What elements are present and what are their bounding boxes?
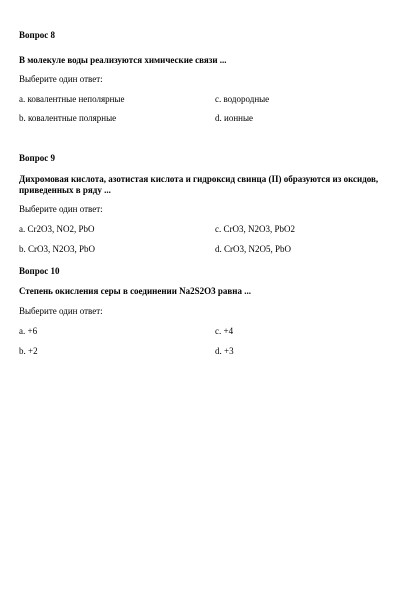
question-title: Вопрос 8 [19,30,55,40]
answer-option-d[interactable]: d. +3 [215,346,234,356]
answer-prompt: Выберите один ответ: [19,74,103,84]
answer-option-c[interactable]: c. водородные [215,94,270,104]
answer-option-c[interactable]: c. CrO3, N2O3, PbO2 [215,224,295,234]
answer-option-b[interactable]: b. CrO3, N2O3, PbO [19,244,96,254]
question-text: В молекуле воды реализуются химические связи ... [19,55,227,65]
question-title: Вопрос 9 [19,153,55,163]
answer-option-d[interactable]: d. ионные [215,113,253,123]
question-block [19,266,381,366]
answer-option-d[interactable]: d. CrO3, N2O5, PbO [215,244,292,254]
answer-option-a[interactable]: a. +6 [19,326,38,336]
answer-option-a[interactable]: a. ковалентные неполярные [19,94,125,104]
answer-option-c[interactable]: c. +4 [215,326,234,336]
question-block [19,30,381,130]
answer-option-b[interactable]: b. ковалентные полярные [19,113,117,123]
answer-option-a[interactable]: a. Cr2O3, NO2, PbO [19,224,95,234]
question-title: Вопрос 10 [19,266,60,276]
question-text: Степень окисления серы в соединении Na2S2O3 равна ... [19,286,251,296]
answer-prompt: Выберите один ответ: [19,306,103,316]
question-text: Дихромовая кислота, азотистая кислота и гидроксид свинца (II) образуются из оксидов, приведенных в ряду ... [19,174,379,195]
question-block [19,153,381,263]
answer-option-b[interactable]: b. +2 [19,346,38,356]
answer-prompt: Выберите один ответ: [19,204,103,214]
